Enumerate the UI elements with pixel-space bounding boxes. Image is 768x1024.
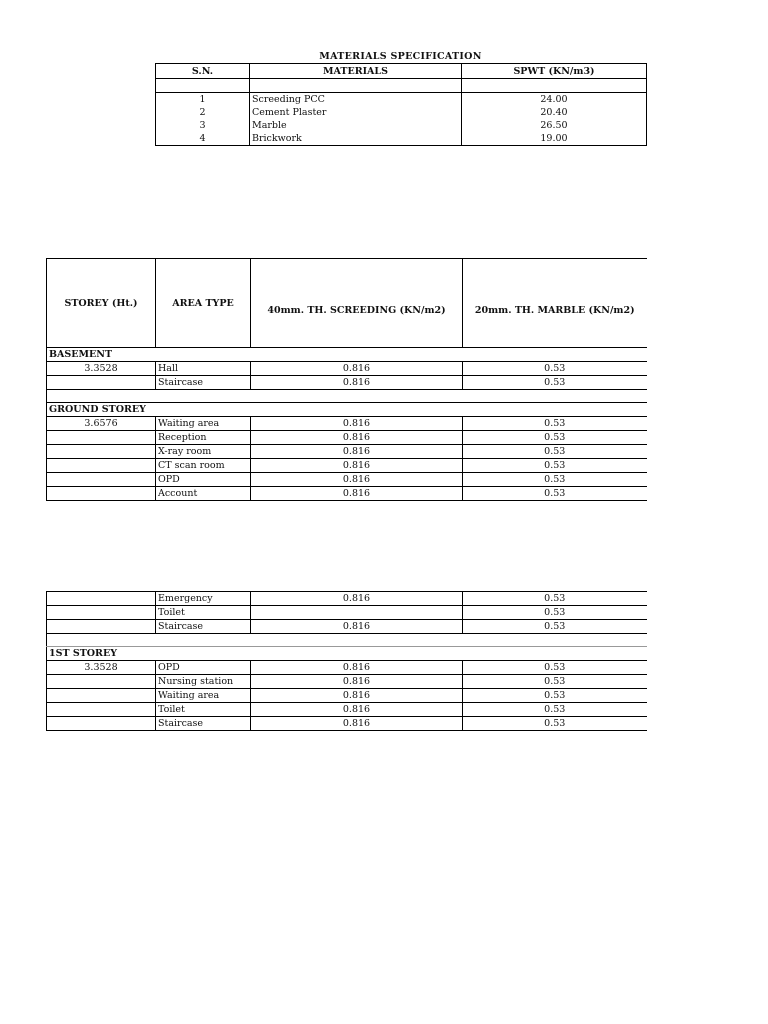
- cell-area: Nursing station: [156, 675, 251, 689]
- section-ground: GROUND STOREY: [47, 403, 647, 417]
- table-row: [47, 417, 647, 431]
- cell-screed: 0.816: [251, 620, 463, 634]
- cell-area: Toilet: [156, 703, 251, 717]
- cell-marble: 0.53: [463, 362, 647, 376]
- table-row: [156, 106, 647, 119]
- cell-area: Reception: [156, 431, 251, 445]
- cell-sn: 1: [156, 93, 250, 107]
- table-row: [47, 717, 647, 731]
- cell-screed: 0.816: [251, 362, 463, 376]
- cell-sn: 3: [156, 119, 250, 132]
- cell-area: Account: [156, 487, 251, 501]
- cell-area: Staircase: [156, 620, 251, 634]
- cell-material: Cement Plaster: [250, 106, 462, 119]
- table-row: [47, 634, 647, 647]
- table-row: [47, 362, 647, 376]
- cell-area: Waiting area: [156, 689, 251, 703]
- table-header-row: [156, 64, 647, 79]
- table-row: [47, 592, 647, 606]
- cell-area: OPD: [156, 661, 251, 675]
- table-row: [47, 376, 647, 390]
- table-row: [47, 487, 647, 501]
- cell-marble: 0.53: [463, 376, 647, 390]
- header-sn: S.N.: [156, 64, 250, 79]
- table-header-row: [47, 259, 647, 348]
- cell-marble: 0.53: [463, 689, 647, 703]
- cell-screed: 0.816: [251, 703, 463, 717]
- loads-table-continued: [46, 591, 647, 731]
- cell-screed: 0.816: [251, 376, 463, 390]
- cell-screed: 0.816: [251, 431, 463, 445]
- materials-title: MATERIALS SPECIFICATION: [319, 51, 482, 62]
- cell-material: Screeding PCC: [250, 93, 462, 107]
- cell-area: X-ray room: [156, 445, 251, 459]
- cell-screed: 0.816: [251, 592, 463, 606]
- section-first: 1ST STOREY: [47, 647, 647, 661]
- cell-marble: 0.53: [463, 473, 647, 487]
- header-screeding: 40mm. TH. SCREEDING (KN/m2): [251, 259, 463, 348]
- cell-height: 3.6576: [47, 417, 156, 431]
- materials-table: [155, 63, 647, 146]
- cell-spwt: 26.50: [462, 119, 647, 132]
- cell-marble: 0.53: [463, 703, 647, 717]
- cell-marble: 0.53: [463, 487, 647, 501]
- section-basement: BASEMENT: [47, 348, 647, 362]
- header-marble: 20mm. TH. MARBLE (KN/m2): [463, 259, 647, 348]
- table-row: [156, 79, 647, 93]
- table-row: [156, 132, 647, 146]
- cell-sn: 2: [156, 106, 250, 119]
- cell-marble: 0.53: [463, 606, 647, 620]
- table-row: [47, 703, 647, 717]
- header-materials: MATERIALS: [250, 64, 462, 79]
- cell-screed: 0.816: [251, 473, 463, 487]
- cell-screed: 0.816: [251, 717, 463, 731]
- cell-marble: 0.53: [463, 417, 647, 431]
- cell-area: OPD: [156, 473, 251, 487]
- cell-marble: 0.53: [463, 445, 647, 459]
- cell-marble: 0.53: [463, 717, 647, 731]
- table-row: [47, 445, 647, 459]
- cell-marble: 0.53: [463, 431, 647, 445]
- cell-screed: 0.816: [251, 445, 463, 459]
- section-row: [47, 647, 647, 661]
- cell-marble: 0.53: [463, 661, 647, 675]
- header-area-type: AREA TYPE: [156, 259, 251, 348]
- table-row: [156, 93, 647, 107]
- table-row: [47, 689, 647, 703]
- cell-area: Staircase: [156, 376, 251, 390]
- table-row: [47, 620, 647, 634]
- table-row: [47, 459, 647, 473]
- loads-table: [46, 258, 647, 501]
- cell-marble: 0.53: [463, 675, 647, 689]
- cell-screed: [251, 606, 463, 620]
- cell-marble: 0.53: [463, 592, 647, 606]
- cell-screed: 0.816: [251, 661, 463, 675]
- table-row: [47, 431, 647, 445]
- header-storey: STOREY (Ht.): [47, 259, 156, 348]
- cell-spwt: 20.40: [462, 106, 647, 119]
- table-row: [47, 473, 647, 487]
- cell-spwt: 24.00: [462, 93, 647, 107]
- header-spwt: SPWT (KN/m3): [462, 64, 647, 79]
- cell-marble: 0.53: [463, 459, 647, 473]
- cell-marble: 0.53: [463, 620, 647, 634]
- cell-screed: 0.816: [251, 689, 463, 703]
- cell-screed: 0.816: [251, 675, 463, 689]
- cell-material: Marble: [250, 119, 462, 132]
- cell-height: 3.3528: [47, 362, 156, 376]
- cell-spwt: 19.00: [462, 132, 647, 146]
- cell-area: Staircase: [156, 717, 251, 731]
- section-row: [47, 348, 647, 362]
- cell-screed: 0.816: [251, 417, 463, 431]
- cell-area: Hall: [156, 362, 251, 376]
- table-row: [47, 606, 647, 620]
- cell-material: Brickwork: [250, 132, 462, 146]
- cell-area: Toilet: [156, 606, 251, 620]
- section-row: [47, 403, 647, 417]
- table-row: [47, 661, 647, 675]
- cell-area: CT scan room: [156, 459, 251, 473]
- cell-height: 3.3528: [47, 661, 156, 675]
- table-row: [156, 119, 647, 132]
- cell-sn: 4: [156, 132, 250, 146]
- cell-area: Emergency: [156, 592, 251, 606]
- cell-screed: 0.816: [251, 487, 463, 501]
- cell-area: Waiting area: [156, 417, 251, 431]
- cell-screed: 0.816: [251, 459, 463, 473]
- table-row: [47, 675, 647, 689]
- table-row: [47, 390, 647, 403]
